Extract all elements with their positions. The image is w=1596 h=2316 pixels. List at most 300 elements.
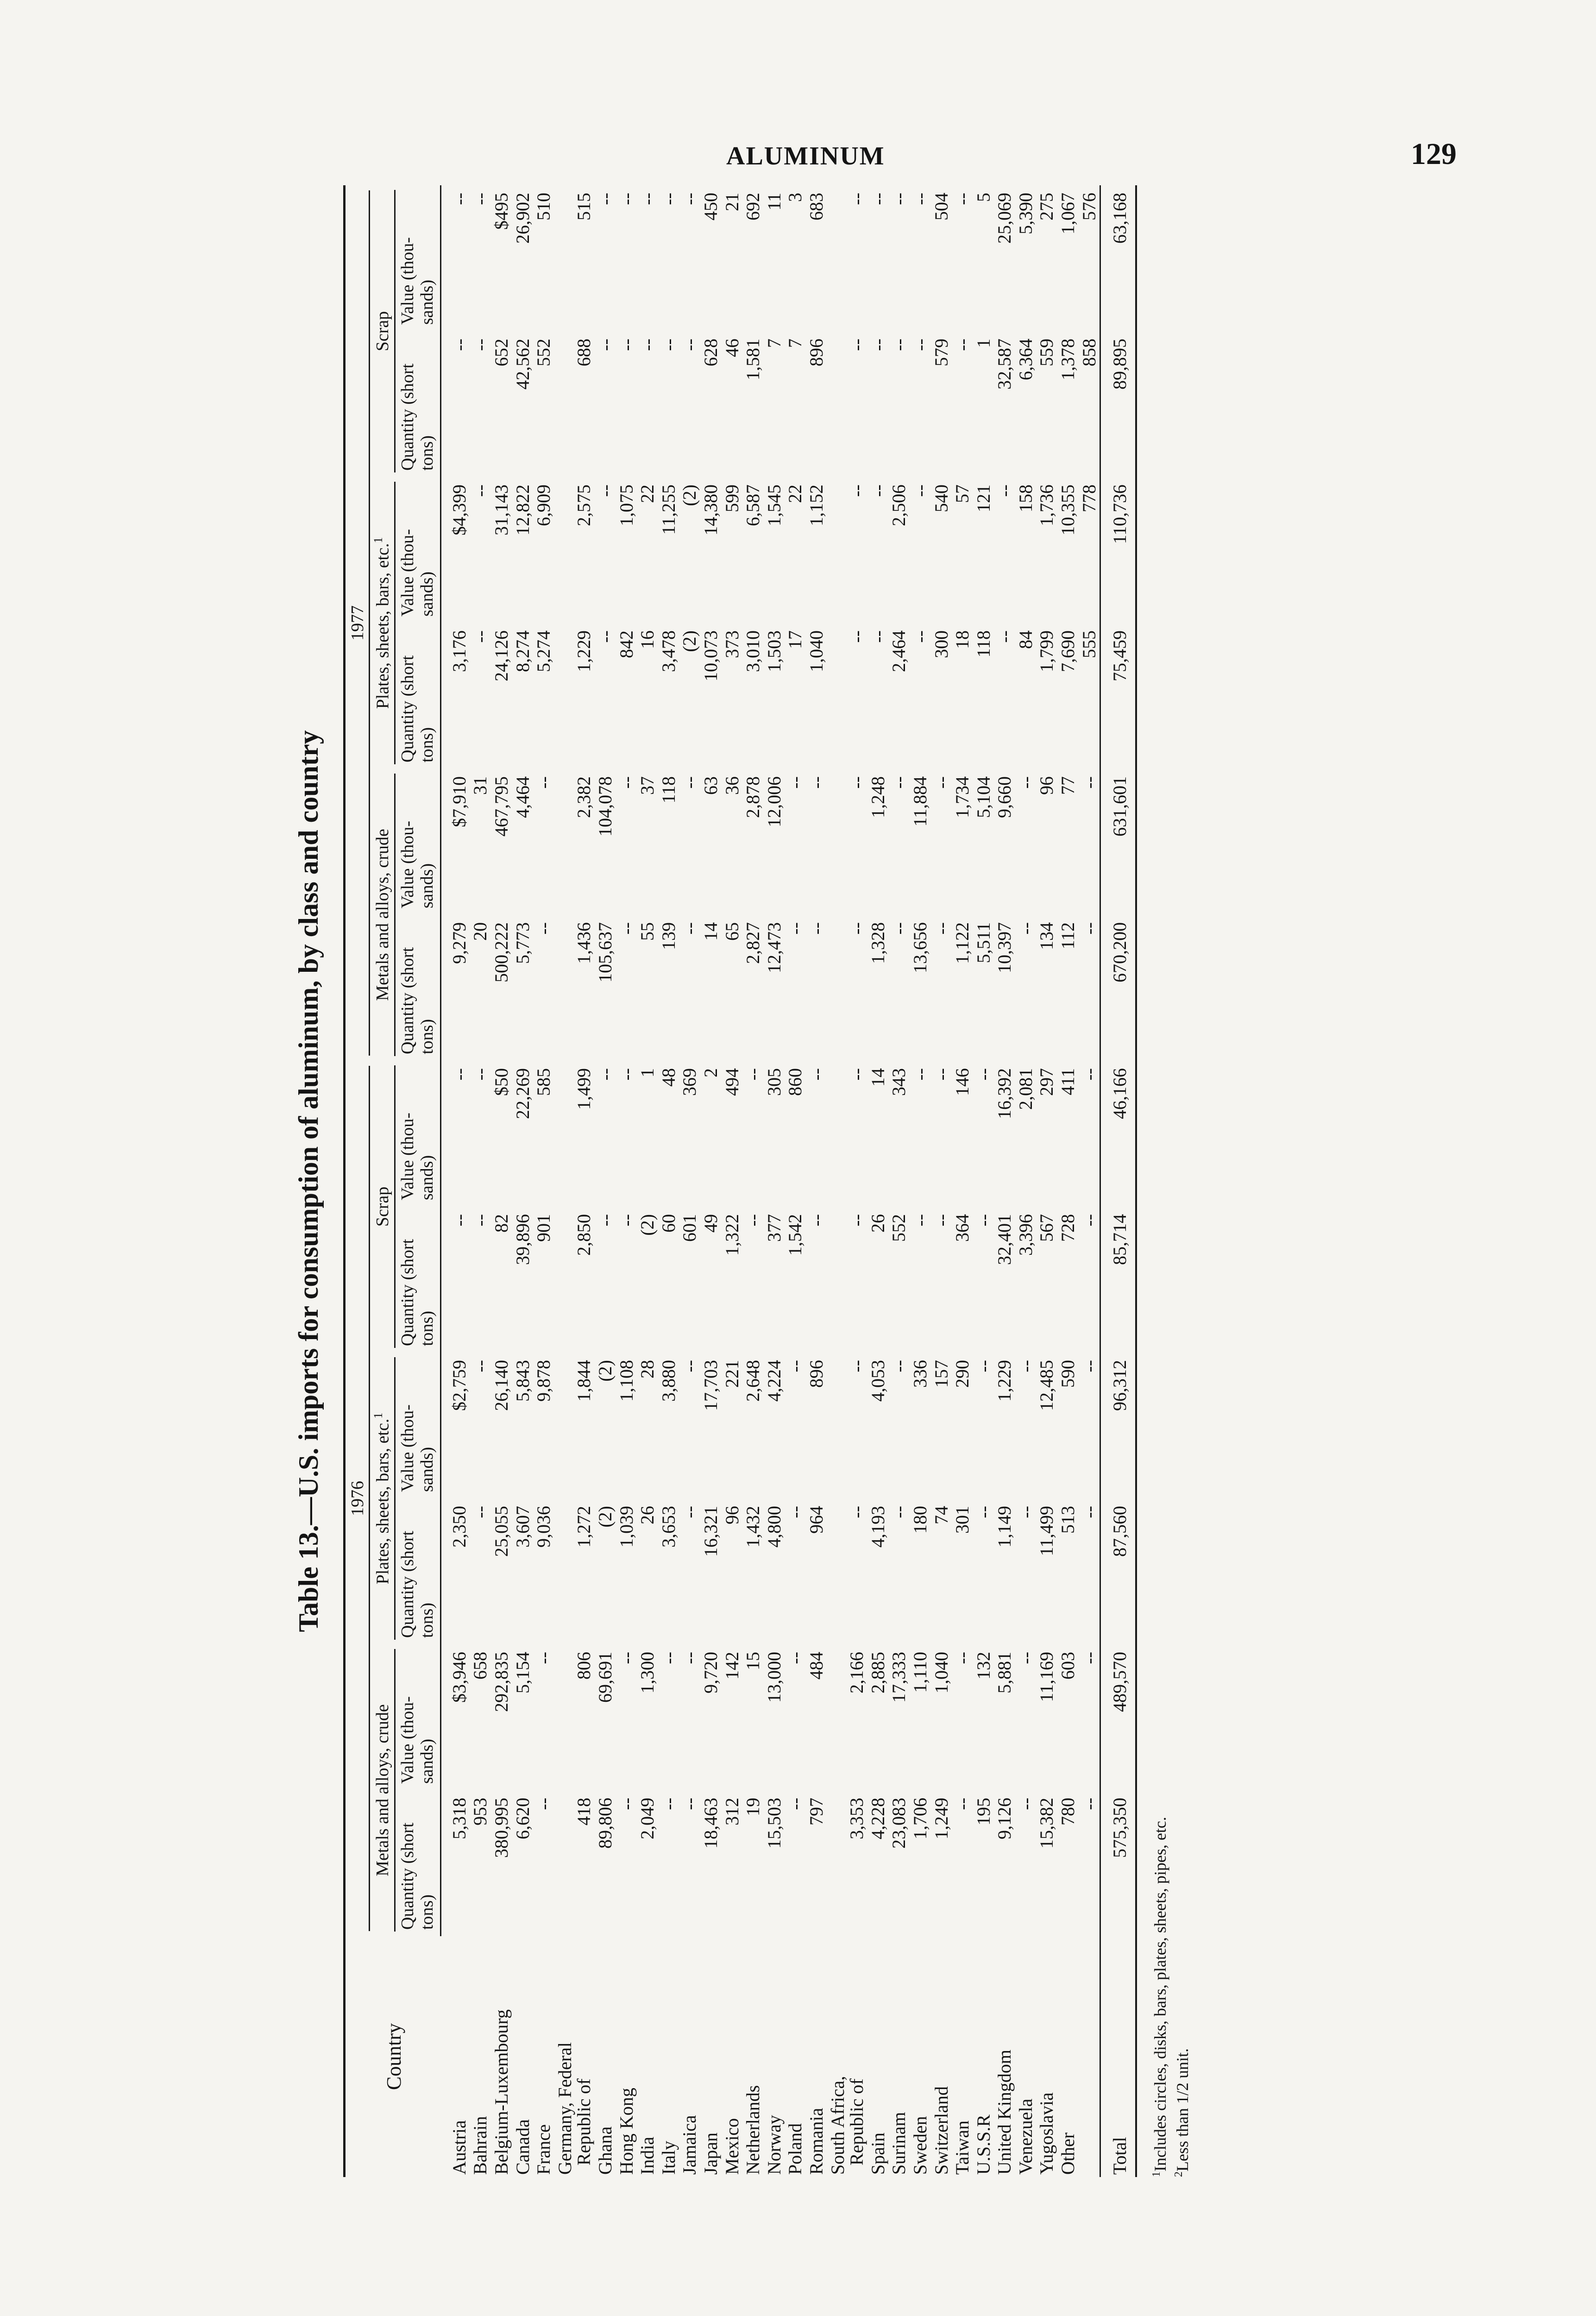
table-row [764,185,785,2177]
quantity-header: Quantity (short tons) [396,1790,440,1936]
country-cell: South Africa, Republic of [827,2076,867,2175]
table-row [931,185,952,2177]
footnote-2-mark: 2 [1173,2171,1185,2177]
value-cell: 89,806 [595,1798,616,1849]
value-cell: -- [533,1798,554,1810]
value-cell: -- [679,1360,700,1372]
total-row [1100,185,1136,2177]
value-cell: 504 [930,193,952,220]
value-cell: 180 [909,1506,930,1534]
value-cell: -- [785,922,806,935]
value-cell: 20 [470,922,491,941]
country-cell: Canada [512,2119,533,2175]
value-cell: (2) [679,630,700,652]
value-cell: 32,401 [994,1214,1015,1265]
value-cell: 89,895 [1100,331,1136,477]
table-row [1036,185,1057,2177]
value-cell: -- [658,193,679,205]
value-cell: 26,902 [512,193,533,244]
value-cell: 552 [888,1214,910,1242]
value-cell: 1,706 [909,1798,930,1839]
value-cell: 450 [700,193,721,220]
quantity-header: Quantity (short tons) [396,1207,440,1353]
value-cell: 312 [721,1798,742,1825]
value-cell: 631,601 [1100,769,1136,915]
value-cell: 13,000 [763,1652,785,1703]
value-cell: 8,274 [512,630,533,672]
value-cell: -- [679,339,700,351]
value-cell: 22 [637,485,658,503]
country-cell: Austria [448,2120,470,2175]
table-row [658,185,679,2177]
value-cell: 3,396 [1015,1214,1036,1256]
value-cell: 4,053 [867,1360,888,1402]
value-cell: -- [909,630,930,643]
group-metals-1976-label: Metals and alloys, crude [373,1649,396,1932]
value-cell: -- [616,1068,637,1081]
value-cell: -- [952,193,973,205]
value-cell: 16,321 [700,1506,721,1557]
value-cell: 4,228 [867,1798,888,1839]
value-cell: 652 [491,339,512,366]
value-cell: 18,463 [700,1798,721,1849]
value-cell: 157 [930,1360,952,1388]
value-cell: 364 [952,1214,973,1242]
value-cell: 484 [805,1652,827,1680]
group-scrap-1977-label: Scrap [373,190,396,472]
value-cell: $4,399 [448,485,470,535]
value-cell: -- [785,1360,806,1372]
group-plates-1976 [370,1353,396,1644]
value-cell: (2) [595,1360,616,1382]
table-row [888,185,910,2177]
value-cell: -- [846,339,867,351]
value-cell: 3,353 [846,1798,867,1839]
value-cell: -- [846,922,867,935]
table-row [491,185,512,2177]
year-1977-header [345,185,370,1061]
value-cell: 195 [973,1798,994,1825]
value-cell: -- [1015,1360,1036,1372]
value-cell: 63,168 [1100,185,1136,331]
value-cell: 11,884 [909,776,930,827]
value-cell: 552 [533,339,554,366]
value-cell: 842 [616,630,637,658]
value-cell: 3,478 [658,630,679,672]
footnote-2 [1171,185,1194,2177]
value-cell: 12,822 [512,485,533,535]
value-cell: -- [1078,1068,1100,1081]
table-row [785,185,806,2177]
value-cell: -- [867,339,888,351]
table-row [973,185,994,2177]
value-cell: 7,690 [1057,630,1079,672]
value-cell: -- [448,1068,470,1081]
value-cell: 603 [1057,1652,1079,1680]
group-metals-1976 [370,1644,396,1936]
value-cell: 467,795 [491,776,512,837]
value-cell: 2,382 [573,776,595,818]
table-row [1079,185,1100,2177]
table-row [440,185,470,2177]
value-cell: 1,040 [805,630,827,672]
value-cell: 778 [1078,485,1100,512]
country-cell: France [533,2124,554,2175]
value-cell: -- [679,776,700,789]
country-cell: Ghana [595,2126,616,2175]
value-cell: -- [888,193,910,205]
value-cell: 590 [1057,1360,1079,1388]
value-cell: 2,850 [573,1214,595,1256]
value-cell: -- [805,922,827,935]
value-cell: 336 [909,1360,930,1388]
value-cell: (2) [595,1506,616,1528]
country-cell: Other [1057,2132,1079,2175]
value-cell: 1,149 [994,1506,1015,1548]
value-cell: 87,560 [1100,1498,1136,1644]
value-cell: 575,350 [1100,1790,1136,1936]
value-cell: -- [867,485,888,497]
value-cell: -- [533,776,554,789]
country-cell: Taiwan [952,2120,973,2175]
value-cell: 292,835 [491,1652,512,1712]
value-cell: 1,229 [994,1360,1015,1402]
value-cell: -- [952,339,973,351]
value-cell: 22,269 [512,1068,533,1119]
quantity-header: Quantity (short tons) [396,1498,440,1644]
value-cell: 18 [952,630,973,649]
value-cell: 11,255 [658,485,679,535]
value-cell: -- [846,776,867,789]
value-cell: -- [1078,1798,1100,1810]
table-row [1015,185,1037,2177]
value-cell: 25,069 [994,193,1015,244]
value-cell: 22 [785,485,806,503]
country-cell: India [637,2136,658,2175]
table-row [470,185,491,2177]
value-cell: 1,249 [930,1798,952,1839]
table-row [616,185,637,2177]
country-cell: Venezuela [1015,2098,1036,2175]
footnote-2-text: Less than 1/2 unit. [1173,2048,1192,2171]
value-cell: 31,143 [491,485,512,535]
value-cell: -- [994,485,1015,497]
value-cell: -- [1015,1652,1036,1664]
value-cell: -- [909,1214,930,1227]
value-cell: 2,575 [573,485,595,526]
value-cell: -- [1078,1652,1100,1664]
value-cell: -- [846,1506,867,1518]
value-cell: 1 [637,1068,658,1077]
value-cell: -- [595,339,616,351]
country-cell: Mexico [721,2118,742,2175]
value-cell: 10,355 [1057,485,1079,535]
value-cell: 2,049 [637,1798,658,1839]
value-cell: -- [470,630,491,643]
value-cell: -- [470,1506,491,1518]
value-cell: 1,300 [637,1652,658,1693]
value-cell: 418 [573,1798,595,1825]
value-cell: 1,152 [805,485,827,526]
value-cell: -- [846,630,867,643]
group-plates-1977-cell [372,482,396,764]
value-cell: -- [679,1506,700,1518]
value-cell: 797 [805,1798,827,1825]
value-cell: -- [470,1360,491,1372]
value-cell: -- [930,922,952,935]
country-cell: Switzerland [930,2086,952,2175]
value-cell: 599 [721,485,742,512]
value-cell: 104,078 [595,776,616,837]
quantity-header: Quantity (short tons) [396,331,440,477]
value-cell: -- [679,1798,700,1810]
value-cell: 3 [785,193,806,202]
country-cell: Romania [805,2108,827,2175]
value-cell: 9,660 [994,776,1015,818]
value-cell: 1,075 [616,485,637,526]
value-cell: 1,436 [573,922,595,964]
value-cell: 26 [867,1214,888,1233]
value-cell: 15,382 [1036,1798,1057,1849]
value-cell: -- [616,1214,637,1227]
value-cell: 1,067 [1057,193,1079,234]
value-cell: 139 [658,922,679,950]
table-row [742,185,764,2177]
table-title: Table 13.—U.S. imports for consumption of aluminum, by class and country [293,730,324,1632]
value-cell: 17 [785,630,806,649]
country-cell: Netherlands [742,2085,764,2175]
table-row [554,185,595,2177]
value-cell: -- [930,1068,952,1081]
country-cell: Poland [785,2123,806,2175]
value-cell: 860 [785,1068,806,1096]
value-cell: 305 [763,1068,785,1096]
value-cell: 1,432 [742,1506,764,1548]
country-cell: Bahrain [470,2116,491,2175]
page-number: 129 [1411,137,1457,171]
value-cell: 15,503 [763,1798,785,1849]
value-cell: -- [952,1798,973,1810]
value-cell: -- [470,339,491,351]
country-cell: United Kingdom [994,2050,1015,2175]
value-cell: 780 [1057,1798,1079,1825]
value-cell: 2,648 [742,1360,764,1402]
value-cell: -- [805,1068,827,1081]
value-cell: 297 [1036,1068,1057,1096]
value-cell: 17,703 [700,1360,721,1411]
table-row [806,185,827,2177]
value-cell: 5,318 [448,1798,470,1839]
value-cell: 5,390 [1015,193,1036,234]
value-cell: 540 [930,485,952,512]
value-cell: 2,827 [742,922,764,964]
value-cell: -- [909,339,930,351]
value-cell: 515 [573,193,595,220]
value-cell: 12,485 [1036,1360,1057,1411]
value-cell: 1,328 [867,922,888,964]
table-row [910,185,931,2177]
value-cell: -- [616,339,637,351]
value-cell: 6,364 [1015,339,1036,380]
footnote-mark: 1 [371,537,385,543]
value-cell: 3,653 [658,1506,679,1548]
country-cell: Norway [763,2115,785,2175]
value-cell: 3,010 [742,630,764,672]
value-cell: 63 [700,776,721,795]
value-cell: 11,499 [1036,1506,1057,1556]
value-cell: -- [679,922,700,935]
value-cell: 96 [721,1506,742,1524]
table-row [679,185,700,2177]
table-row [722,185,743,2177]
value-cell: -- [616,1798,637,1810]
value-cell: 377 [763,1214,785,1242]
value-cell: 510 [533,193,554,220]
value-cell: 6,587 [742,485,764,526]
value-cell: 75,459 [1100,623,1136,769]
value-cell: 901 [533,1214,554,1242]
imports-table [343,185,1137,2177]
value-cell: 494 [721,1068,742,1096]
value-cell: -- [1078,1360,1100,1372]
value-cell: 1,122 [952,922,973,964]
value-cell: -- [637,193,658,205]
value-cell: 5,843 [512,1360,533,1402]
value-cell: 1,499 [573,1068,595,1110]
value-cell: 2,506 [888,485,910,526]
value-cell: 1,039 [616,1506,637,1548]
value-cell: -- [973,1068,994,1081]
value-cell: -- [888,339,910,351]
value-cell: 15 [742,1652,764,1670]
value-cell: 1,378 [1057,339,1079,380]
value-cell: 1,734 [952,776,973,818]
value-cell: 411 [1057,1068,1079,1095]
value-cell: 1,503 [763,630,785,672]
value-cell: 12,473 [763,922,785,973]
country-cell: Surinam [888,2112,910,2175]
footnote-1-text: Includes circles, disks, bars, plates, sheets, pipes, etc. [1150,1817,1169,2171]
value-cell: 110,736 [1100,477,1136,623]
value-cell: 1,272 [573,1506,595,1548]
table-row [1057,185,1079,2177]
group-metals-1977 [370,769,396,1061]
value-cell: 3,880 [658,1360,679,1402]
country-cell: Italy [658,2140,679,2175]
value-cell: 57 [952,485,973,503]
value-cell: -- [994,630,1015,643]
value-cell: 5,773 [512,922,533,964]
value-header: Value (thou- sands) [396,1353,440,1498]
value-cell: 1,040 [930,1652,952,1693]
value-cell: 579 [930,339,952,366]
value-cell: 964 [805,1506,827,1534]
value-cell: 1,229 [573,630,595,672]
value-cell: 82 [491,1214,512,1233]
value-cell: 5 [973,193,994,202]
value-cell: 96 [1036,776,1057,795]
value-cell: -- [616,1652,637,1664]
value-cell: 692 [742,193,764,220]
value-cell: 6,909 [533,485,554,526]
value-cell: 2 [700,1068,721,1077]
value-cell: 1,322 [721,1214,742,1256]
value-cell: $7,910 [448,776,470,827]
value-cell: -- [637,339,658,351]
value-cell: 688 [573,339,595,366]
value-cell: 14 [700,922,721,941]
value-cell: 118 [973,630,994,658]
group-plates-1976-cell [372,1357,396,1640]
value-cell: 301 [952,1506,973,1534]
value-cell: 5,274 [533,630,554,672]
value-cell: -- [1015,1798,1036,1810]
value-cell: 134 [1036,922,1057,950]
table-row [867,185,889,2177]
value-cell: 84 [1015,630,1036,649]
value-cell: 26,140 [491,1360,512,1411]
value-cell: 1 [973,339,994,348]
value-cell: 37 [637,776,658,795]
value-cell: -- [470,485,491,497]
value-cell: 9,036 [533,1506,554,1548]
value-cell: 3,607 [512,1506,533,1548]
country-cell: Belgium-Luxembourg [491,2009,512,2175]
value-cell: -- [448,339,470,351]
value-cell: 576 [1078,193,1100,220]
value-cell: -- [448,193,470,205]
year-1976-header [345,1061,370,1936]
value-cell: 953 [470,1798,491,1825]
table-row [637,185,658,2177]
value-cell: 42,562 [512,339,533,390]
value-cell: 5,104 [973,776,994,818]
value-cell: 132 [973,1652,994,1680]
value-cell: -- [846,485,867,497]
value-cell: 380,995 [491,1798,512,1858]
value-cell: -- [846,1360,867,1372]
country-cell: Yugoslavia [1036,2092,1057,2175]
value-cell: 2,878 [742,776,764,818]
value-cell: 19 [742,1798,764,1816]
value-cell: -- [1078,1506,1100,1518]
value-cell: -- [785,776,806,789]
value-cell: 806 [573,1652,595,1680]
quantity-header: Quantity (short tons) [396,915,440,1061]
value-cell: 36 [721,776,742,795]
value-cell: -- [448,1214,470,1227]
value-cell: 16,392 [994,1068,1015,1119]
value-cell: -- [973,1360,994,1372]
value-cell: -- [616,922,637,935]
value-cell: -- [867,193,888,205]
value-cell: 11 [763,193,785,211]
value-cell: 221 [721,1360,742,1388]
value-cell: 373 [721,630,742,658]
value-cell: 49 [700,1214,721,1233]
value-cell: -- [533,922,554,935]
value-cell: 7 [763,339,785,348]
value-cell: -- [888,922,910,935]
value-cell: 275 [1036,193,1057,220]
value-cell: -- [846,1068,867,1081]
value-cell: 585 [533,1068,554,1096]
value-cell: 5,511 [973,922,994,963]
footnote-mark: 1 [371,1412,385,1419]
value-cell: 1,248 [867,776,888,818]
value-cell: 105,637 [595,922,616,982]
value-cell: -- [888,776,910,789]
